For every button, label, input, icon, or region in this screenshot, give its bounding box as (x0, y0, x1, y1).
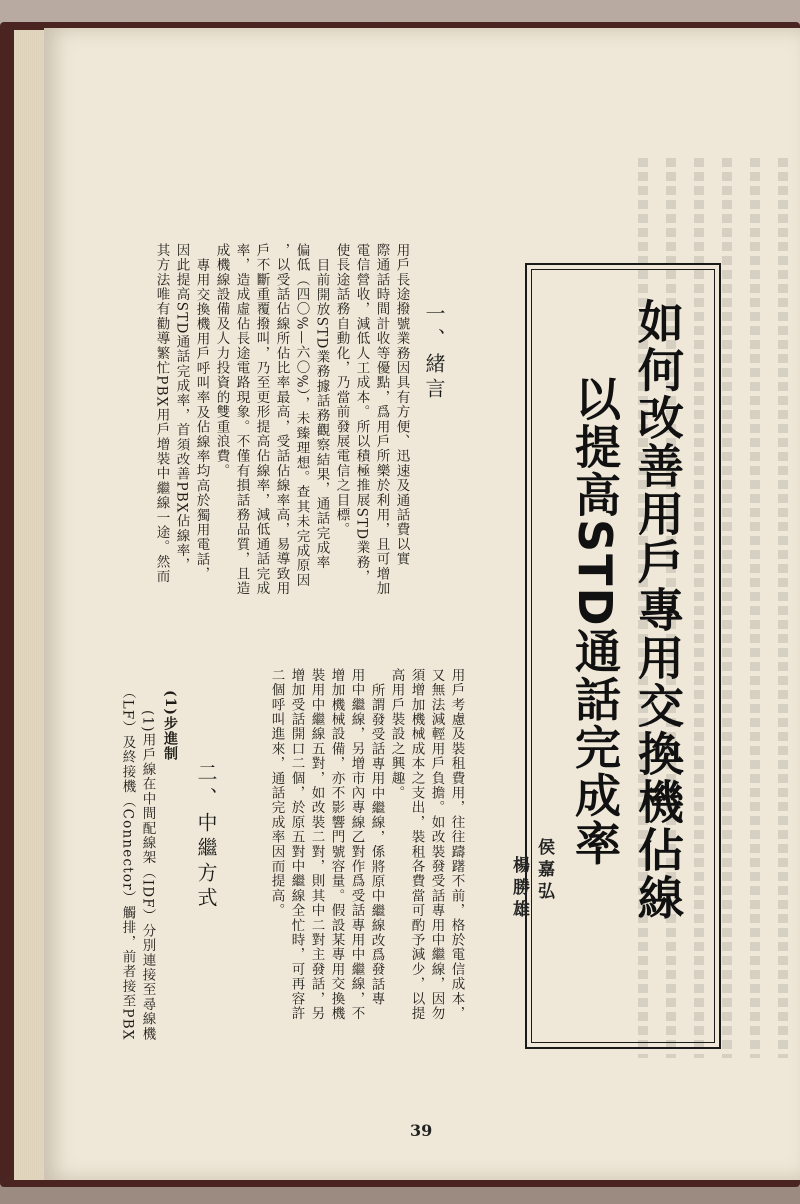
step-heading: (1)步進制 (162, 690, 178, 761)
cont-line-2: 又無法減輕用戶負擔。如改裝發受話專用中繼線，因勿 (428, 668, 445, 1021)
intro-line-9: 率，造成虛佔長途電路現象。不僅有損話務品質，且造 (233, 243, 250, 596)
cont-line-8: 裝用中繼線五對，如改裝二對，則其中二對主發話，另 (308, 668, 325, 1021)
intro-line-2: 際通話時間計收等優點，爲用戶所樂於利用，且可增加 (373, 243, 390, 596)
intro-line-6: 偏低（四〇%—六〇%），未臻理想。查其未完成原因 (293, 243, 310, 588)
trunk-heading: 二、中繼方式 (194, 762, 218, 912)
cont-line-9: 增加受話開口二個，於原五對中繼線全忙時，可再容許 (288, 668, 305, 1021)
intro-line-8: 戶不斷重覆撥叫，乃至更形提高佔線率，減低通話完成 (253, 243, 270, 596)
intro-line-10: 成機線設備及人力投資的雙重浪費。 (213, 243, 230, 479)
cont-line-4: 高用戶裝設之興趣。 (388, 668, 405, 801)
title-line-1: 如何改善用戶專用交換機佔線 (631, 298, 685, 922)
cont-line-6: 用中繼線，另增市內專線乙對作爲受話專用中繼線，不 (348, 668, 365, 1021)
intro-line-3: 電信營收，減低人工成本。所以積極推展STD業務， (353, 243, 370, 585)
intro-line-11: 專用交換機用戶呼叫率及佔線率均高於獨用電話， (193, 258, 210, 582)
cont-line-5: 所謂發受話專用中繼線，係將原中繼線改爲發話專 (368, 683, 385, 1007)
intro-line-12: 因此提高STD通話完成率，首須改善PBX佔線率， (173, 243, 190, 573)
step-line-1: (1)用戶線在中間配線架（IDF）分別連接至尋線機 (139, 710, 156, 1042)
intro-line-4: 使長途話務自動化，乃當前發展電信之目標。 (333, 243, 350, 537)
author-2: 楊勝雄 (509, 856, 529, 922)
intro-line-7: ，以受話佔線所佔比率最高，受話佔線率高，易導致用 (273, 243, 290, 596)
intro-heading: 一、緒言 (422, 303, 446, 403)
step-line-2: （LF）及終接機（Connector）觸排，前者接至PBX (119, 685, 136, 1041)
intro-line-13: 其方法唯有勸導繁忙PBX用戶增裝中繼線一途。然而 (153, 243, 170, 584)
title-line-2: 以提高STD通話完成率 (568, 375, 622, 868)
cont-line-1: 用戶考慮及裝租費用，往往躊躇不前，格於電信成本， (448, 668, 465, 1021)
cont-line-7: 增加機械設備，亦不影響門號容量。假設某專用交換機 (328, 668, 345, 1021)
cont-line-3: 須增加機械成本之支出，裝租各費當可酌予減少，以提 (408, 668, 425, 1021)
author-1: 侯嘉弘 (534, 838, 554, 904)
intro-line-5: 目前開放STD業務據話務觀察結果，通話完成率 (313, 258, 330, 570)
cont-line-10: 二個呼叫進來，通話完成率因而提高。 (268, 668, 285, 918)
page-number: 39 (410, 1121, 433, 1140)
intro-line-1: 用戶長途撥號業務因具有方便、迅速及通話費以實 (393, 243, 410, 567)
